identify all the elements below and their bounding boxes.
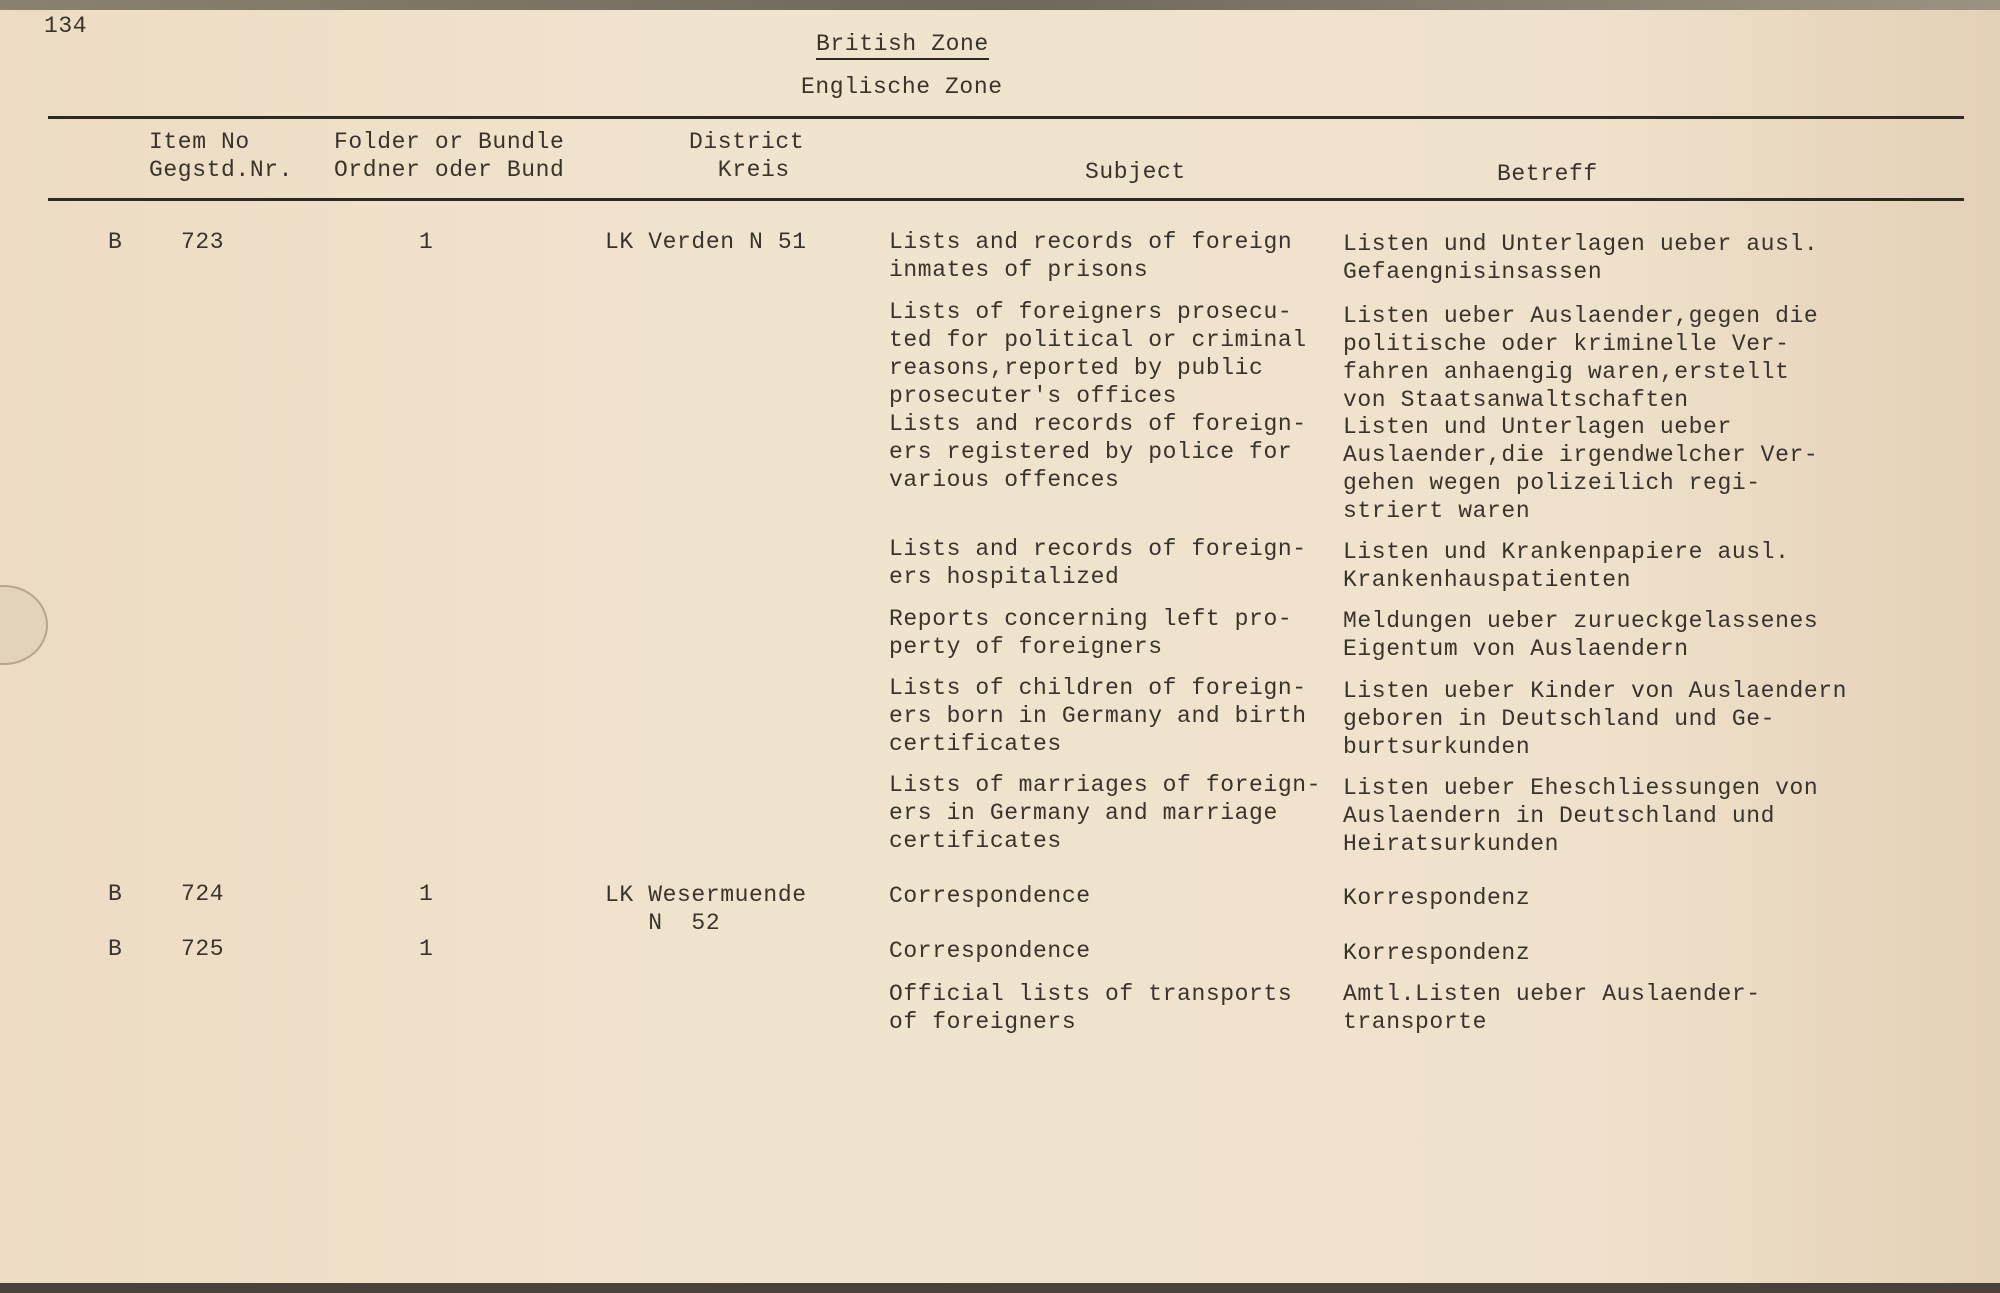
row-district: LK Wesermuende N 52	[605, 882, 807, 936]
scan-bottom-edge	[0, 1283, 2000, 1293]
row-folder: 1	[419, 936, 434, 962]
entry-subject: Lists of marriages of foreign- ers in Germany and marriage certificates	[889, 772, 1322, 854]
entry-betreff: Listen und Krankenpapiere ausl. Krankenhauspatienten	[1343, 539, 1790, 593]
row-series: B	[108, 936, 123, 962]
entry-betreff: Listen ueber Auslaender,gegen die politische oder kriminelle Ver- fahren anhaengig waren,erstellt von Staatsanwaltschaften	[1343, 303, 1819, 413]
entry-betreff: Korrespondenz	[1343, 885, 1531, 911]
page-subtitle: Englische Zone	[801, 74, 1003, 100]
header-subject: Subject	[1085, 159, 1186, 185]
row-series: B	[108, 881, 123, 907]
row-item-no: 723	[181, 229, 225, 255]
row-folder: 1	[419, 229, 434, 255]
entry-betreff: Amtl.Listen ueber Auslaender- transporte	[1343, 981, 1761, 1035]
page-title	[816, 30, 989, 58]
row-district: LK Verden N 51	[605, 229, 807, 255]
header-folder: Folder or Bundle Ordner oder Bund	[334, 129, 565, 183]
header-district: District Kreis	[689, 129, 805, 183]
entry-betreff: Listen ueber Kinder von Auslaendern geboren in Deutschland und Ge- burtsurkunden	[1343, 678, 1848, 760]
page-title-text: British Zone	[816, 31, 989, 60]
row-item-no: 725	[181, 936, 225, 962]
row-series: B	[108, 229, 123, 255]
header-bottom-rule	[48, 198, 1964, 201]
entry-subject: Official lists of transports of foreigners	[889, 981, 1293, 1035]
entry-subject: Lists of children of foreign- ers born in Germany and birth certificates	[889, 675, 1307, 757]
entry-subject: Correspondence	[889, 938, 1091, 964]
header-betreff: Betreff	[1497, 161, 1598, 187]
entry-subject: Lists and records of foreign inmates of prisons	[889, 229, 1293, 283]
entry-subject: Reports concerning left pro- perty of foreigners	[889, 606, 1293, 660]
entry-subject: Correspondence	[889, 883, 1091, 909]
entry-subject: Lists and records of foreign- ers registered by police for various offences	[889, 411, 1307, 493]
entry-betreff: Listen und Unterlagen ueber ausl. Gefaengnisinsassen	[1343, 231, 1819, 285]
row-folder: 1	[419, 881, 434, 907]
page-number: 134	[44, 13, 88, 39]
entry-subject: Lists of foreigners prosecu- ted for political or criminal reasons,reported by public prosecuter's offices	[889, 299, 1307, 409]
header-top-rule	[48, 116, 1964, 119]
entry-betreff: Korrespondenz	[1343, 940, 1531, 966]
entry-betreff: Listen und Unterlagen ueber Auslaender,die irgendwelcher Ver- gehen wegen polizeilich regi- striert waren	[1343, 414, 1819, 524]
entry-subject: Lists and records of foreign- ers hospitalized	[889, 536, 1307, 590]
header-item-no: Item No Gegstd.Nr.	[149, 129, 294, 183]
row-item-no: 724	[181, 881, 225, 907]
entry-betreff: Meldungen ueber zurueckgelassenes Eigentum von Auslaendern	[1343, 608, 1819, 662]
entry-betreff: Listen ueber Eheschliessungen von Auslaendern in Deutschland und Heiratsurkunden	[1343, 775, 1819, 857]
